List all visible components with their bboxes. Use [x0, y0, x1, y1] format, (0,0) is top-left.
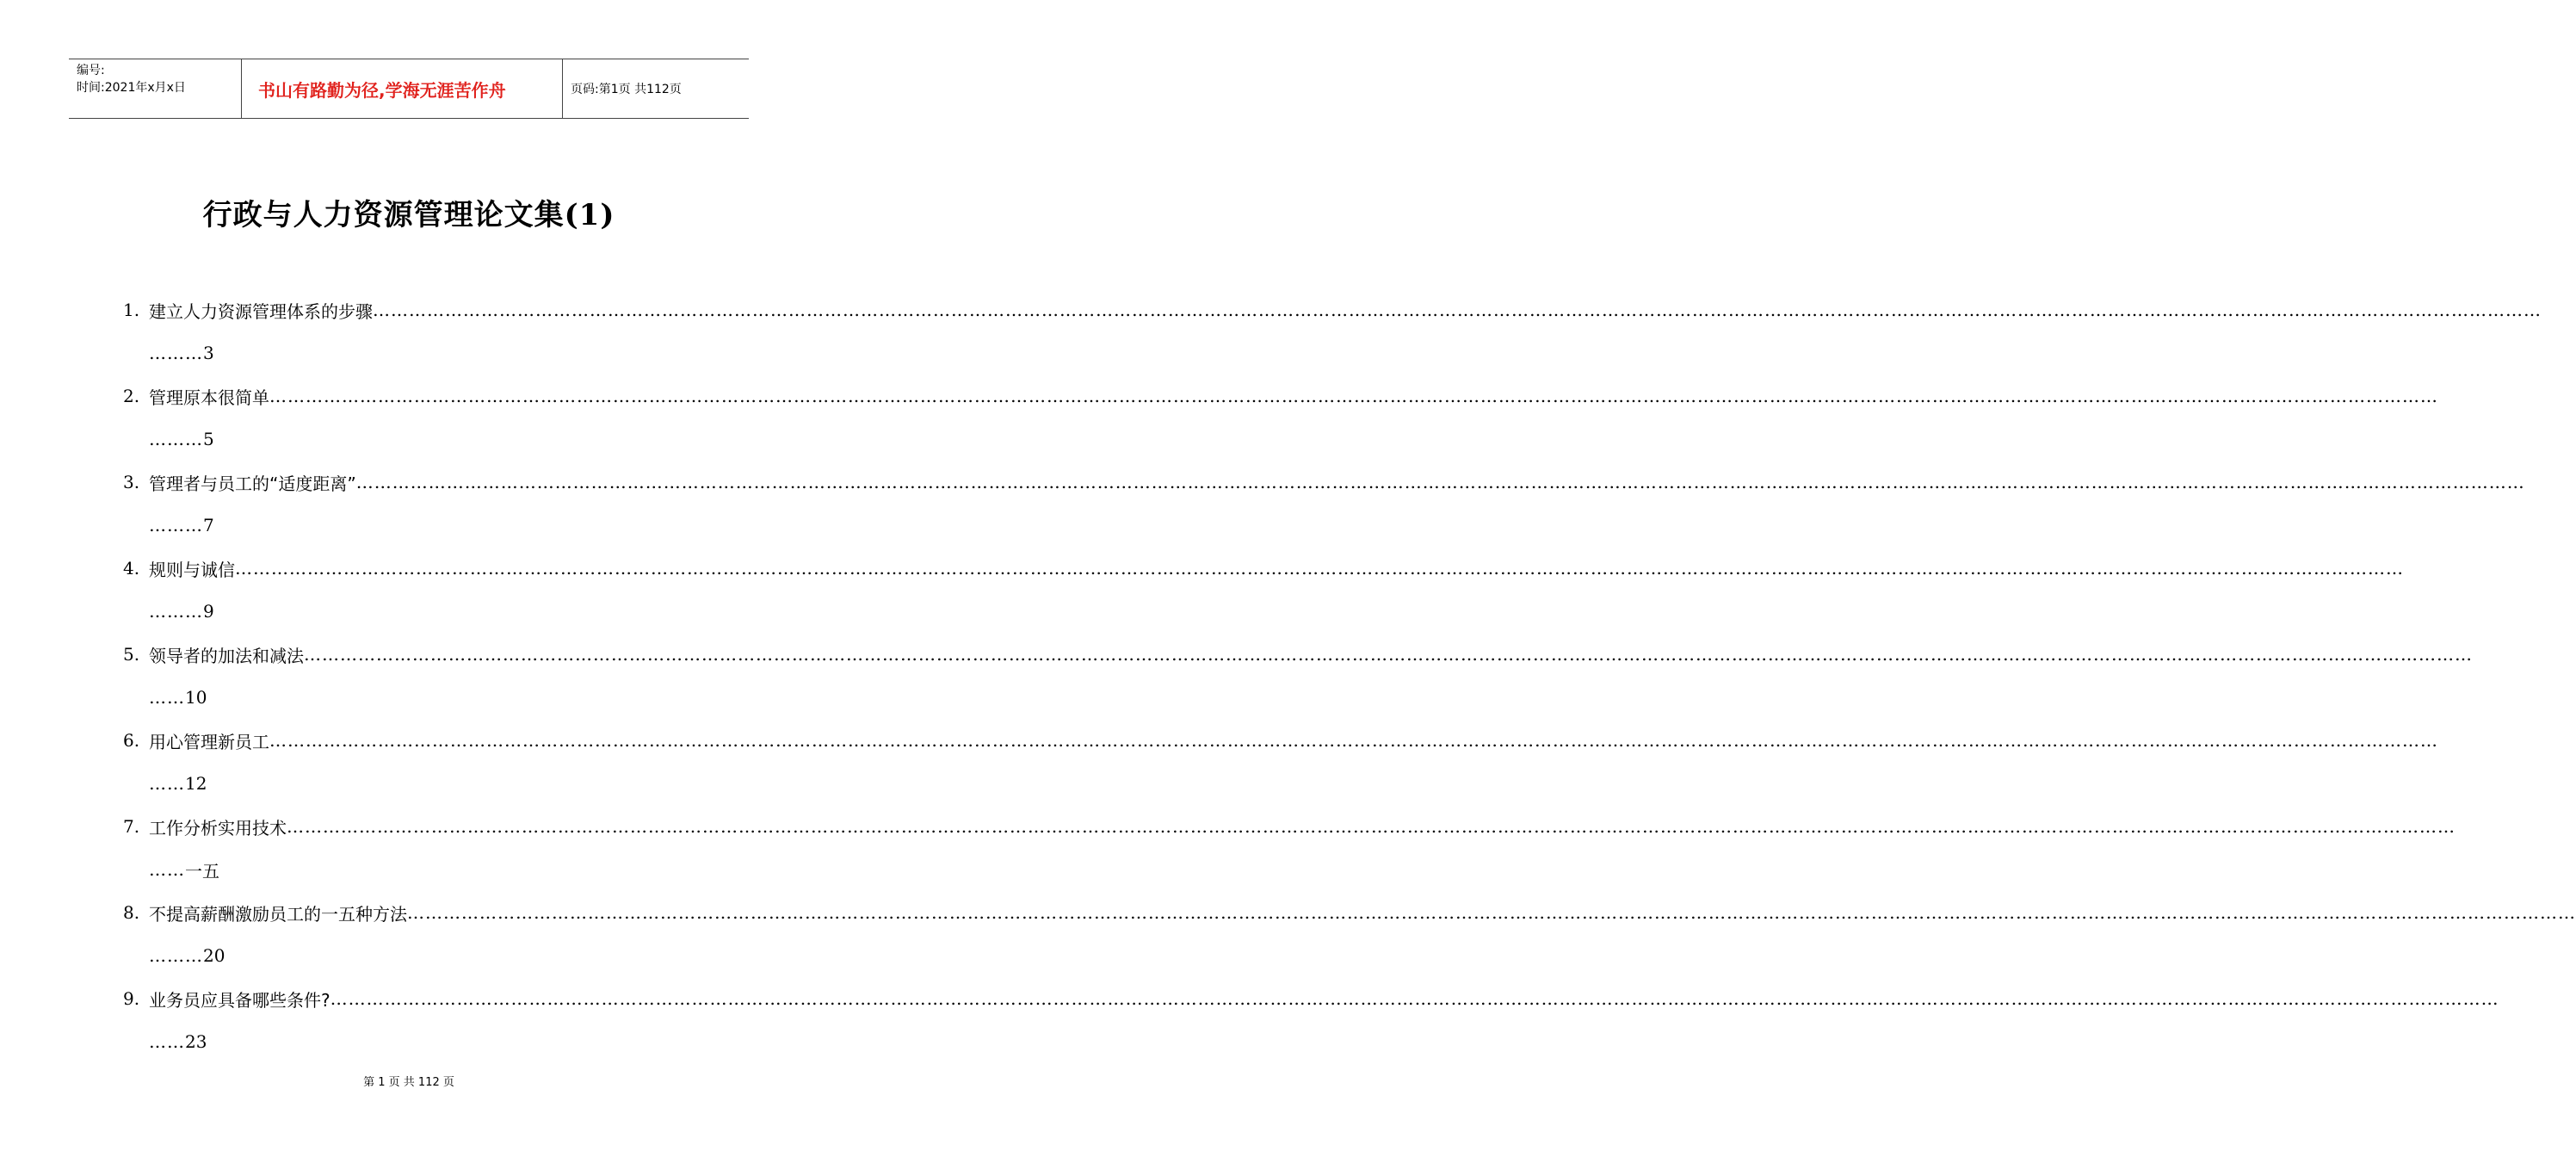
- document-title: 行政与人力资源管理论文集(1): [202, 198, 615, 232]
- toc-entry[interactable]: [123, 809, 2456, 895]
- toc-entry-page-line: [149, 508, 214, 542]
- toc-leader-dots-continued: ……: [149, 1031, 185, 1052]
- toc-entry-label: 不提高薪酬激励员工的一五种方法: [149, 903, 407, 925]
- toc-entry-page-line: [149, 852, 219, 887]
- toc-entry[interactable]: [123, 465, 2525, 551]
- toc-entry-page-number: 3: [203, 343, 214, 363]
- toc-entry-number: 5.: [123, 644, 140, 665]
- toc-entry-label: 业务员应具备哪些条件?: [149, 989, 330, 1011]
- toc-entry-page-line: [149, 336, 214, 370]
- toc-leader-dots-continued: ………: [149, 429, 203, 449]
- toc-entry-page-line: [149, 766, 207, 801]
- toc-entry-page-number: 23: [185, 1031, 207, 1052]
- toc-entry[interactable]: [123, 293, 2542, 379]
- toc-entry-number: 7.: [123, 816, 140, 837]
- toc-entry-label: 管理者与员工的“适度距离”: [149, 473, 356, 494]
- toc-leader-dots: ………………………………………………………………………………………………………………………………………………………………………………………………………………………………………………………………………………………………………………………………: [407, 902, 2576, 923]
- toc-entry-page-line: [149, 680, 207, 715]
- toc-leader-dots-continued: ………: [149, 515, 203, 535]
- toc-leader-dots: ………………………………………………………………………………………………………………………………………………………………………………………………………………………………………………………………………………………………………………………………: [355, 472, 2525, 492]
- page-header: [69, 59, 749, 119]
- toc-entry-number: 4.: [123, 558, 140, 578]
- toc-entry-label: 领导者的加法和减法: [149, 645, 304, 666]
- toc-entry-number: 6.: [123, 730, 140, 751]
- toc-entry-title-line: [123, 379, 2438, 413]
- toc-entry-title-line: [123, 293, 2542, 327]
- toc-leader-dots: ………………………………………………………………………………………………………………………………………………………………………………………………………………………………………………………………………………………………………………………………: [330, 988, 2499, 1009]
- toc-entry-number: 2.: [123, 386, 140, 406]
- toc-entry-number: 1.: [123, 300, 140, 320]
- toc-leader-dots-continued: ………: [149, 343, 203, 363]
- table-of-contents: [123, 293, 2576, 1067]
- toc-entry[interactable]: [123, 723, 2438, 809]
- toc-entry-title-line: [123, 637, 2473, 671]
- toc-leader-dots: ………………………………………………………………………………………………………………………………………………………………………………………………………………………………………………………………………………………………………………………………: [373, 300, 2542, 320]
- toc-leader-dots-continued: ………: [149, 945, 203, 966]
- toc-leader-dots: ………………………………………………………………………………………………………………………………………………………………………………………………………………………………………………………………………………………………………………………………: [304, 644, 2473, 665]
- toc-entry-title-line: [123, 895, 2576, 930]
- toc-leader-dots: ………………………………………………………………………………………………………………………………………………………………………………………………………………………………………………………………………………………………………………………………: [235, 558, 2404, 578]
- header-page-info: 页码:第1页 共112页: [571, 83, 682, 96]
- toc-entry-title-line: [123, 465, 2525, 499]
- toc-leader-dots-continued: ……: [149, 773, 185, 794]
- toc-entry-page-number: 12: [185, 773, 207, 794]
- toc-leader-dots-continued: ………: [149, 601, 203, 622]
- toc-entry-page-number: 7: [203, 515, 214, 535]
- toc-entry[interactable]: [123, 637, 2473, 723]
- toc-entry[interactable]: [123, 895, 2576, 981]
- toc-entry-label: 用心管理新员工: [149, 731, 269, 752]
- toc-entry[interactable]: [123, 981, 2499, 1067]
- toc-entry-page-number: 9: [203, 601, 214, 622]
- toc-entry-page-line: [149, 1024, 207, 1059]
- toc-entry-label: 建立人力资源管理体系的步骤: [149, 300, 373, 322]
- toc-entry-title-line: [123, 809, 2456, 844]
- toc-entry-page-line: [149, 938, 225, 973]
- toc-entry-title-line: [123, 981, 2499, 1016]
- toc-entry-number: 8.: [123, 902, 140, 923]
- doc-id-label: 编号:: [77, 64, 105, 77]
- toc-entry-title-line: [123, 551, 2404, 585]
- toc-entry-page-number: 20: [203, 945, 225, 966]
- toc-entry-label: 管理原本很简单: [149, 387, 269, 408]
- header-motto: 书山有路勤为径,学海无涯苦作舟: [242, 59, 563, 118]
- toc-entry-number: 3.: [123, 472, 140, 492]
- toc-entry-label: 规则与诚信: [149, 559, 235, 580]
- toc-entry-label: 工作分析实用技术: [149, 817, 287, 838]
- toc-leader-dots: ………………………………………………………………………………………………………………………………………………………………………………………………………………………………………………………………………………………………………………………………: [287, 816, 2456, 837]
- toc-leader-dots-continued: ……: [149, 687, 185, 708]
- toc-leader-dots: ………………………………………………………………………………………………………………………………………………………………………………………………………………………………………………………………………………………………………………………………: [269, 386, 2438, 406]
- toc-entry[interactable]: [123, 379, 2438, 465]
- toc-entry-page-number: 5: [203, 429, 214, 449]
- toc-entry-title-line: [123, 723, 2438, 758]
- toc-leader-dots: ………………………………………………………………………………………………………………………………………………………………………………………………………………………………………………………………………………………………………………………………: [269, 730, 2438, 751]
- toc-entry-number: 9.: [123, 988, 140, 1009]
- toc-entry-page-line: [149, 422, 214, 456]
- toc-leader-dots-continued: ……: [149, 859, 185, 880]
- page-footer: 第 1 页 共 112 页: [363, 1076, 454, 1089]
- toc-entry-page-number: 10: [185, 687, 207, 708]
- doc-date: 时间:2021年x月x日: [77, 81, 186, 95]
- toc-entry-page-line: [149, 594, 214, 628]
- toc-entry[interactable]: [123, 551, 2404, 637]
- toc-entry-page-number: 一五: [185, 860, 219, 882]
- header-meta: [69, 59, 242, 118]
